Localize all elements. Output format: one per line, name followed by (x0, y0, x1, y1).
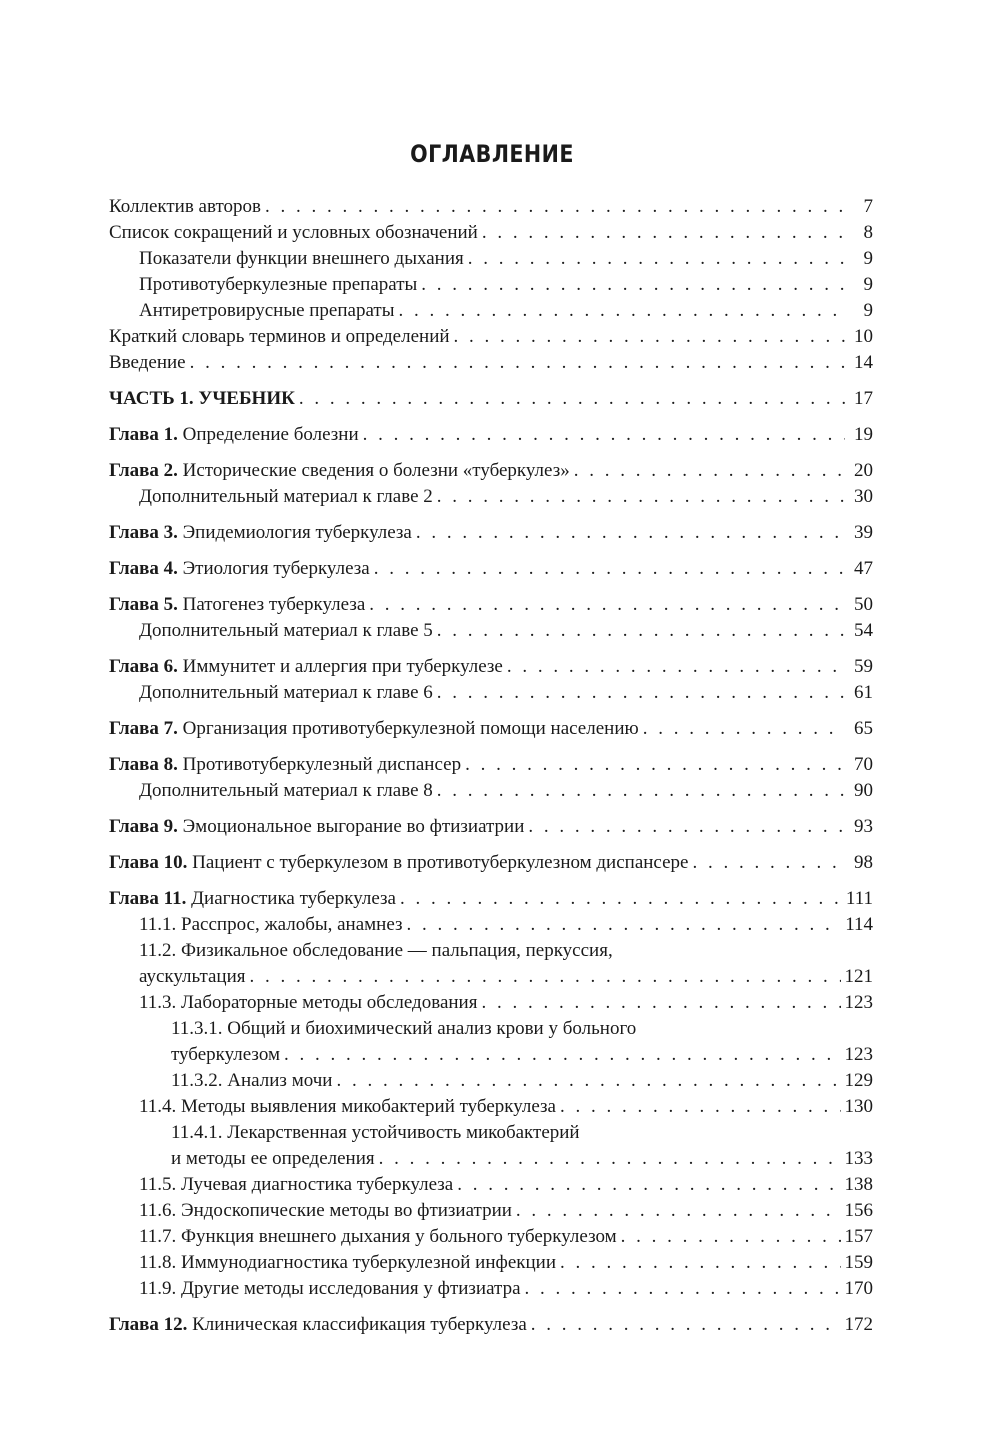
toc-entry-title: 11.6. Эндоскопические методы во фтизиатрии (139, 1200, 512, 1221)
toc-entry (109, 220, 873, 246)
toc-entry-title: Введение (109, 352, 186, 373)
toc-entry-title: 11.4. Методы выявления микобактерий туберкулеза (139, 1096, 556, 1117)
toc-entry-prefix: Глава 7. (109, 718, 178, 739)
toc-entry-page-number: 54 (854, 620, 873, 641)
toc-entry-label (171, 1042, 280, 1068)
dot-leader (369, 592, 845, 618)
dot-leader (482, 220, 845, 246)
toc-entry-title: Краткий словарь терминов и определений (109, 326, 450, 347)
dot-leader (437, 618, 845, 644)
toc-entry (109, 556, 873, 582)
toc-entry (109, 592, 873, 618)
toc-entry (109, 1146, 873, 1172)
toc-entry-label (109, 422, 359, 448)
toc-entry-label (139, 1224, 617, 1250)
toc-entry-label (109, 556, 370, 582)
toc-entry (109, 1068, 873, 1094)
toc-entry-label (139, 912, 403, 938)
toc-entry-prefix: ЧАСТЬ 1. УЧЕБНИК (109, 388, 295, 409)
dot-leader (421, 272, 845, 298)
toc-entry (109, 938, 873, 964)
toc-entry-label (109, 752, 461, 778)
dot-leader (190, 350, 845, 376)
toc-entry-prefix: Глава 5. (109, 594, 178, 615)
toc-entry (109, 1016, 873, 1042)
toc-entry-page-number: 10 (854, 326, 873, 347)
toc-entry-page-number: 65 (854, 718, 873, 739)
toc-entry-page-number: 50 (854, 594, 873, 615)
toc-entry-page-number: 159 (844, 1252, 873, 1273)
toc-entry-page-number: 39 (854, 522, 873, 543)
dot-leader (457, 1172, 840, 1198)
toc-entry-label (109, 850, 688, 876)
toc-entry-page-number: 123 (844, 1044, 873, 1065)
dot-leader (265, 194, 845, 220)
toc-entry-title: 11.2. Физикальное обследование — пальпация, перкуссия, (139, 940, 613, 961)
dot-leader (250, 964, 841, 990)
dot-leader (437, 778, 845, 804)
toc-entry-label (139, 1250, 556, 1276)
toc-entry-title: Эмоциональное выгорание во фтизиатрии (177, 816, 525, 837)
toc-entry-label (109, 520, 412, 546)
toc-entry-title: Антиретровирусные препараты (139, 300, 395, 321)
toc-entry-title: аускультация (139, 966, 246, 987)
dot-leader (416, 520, 845, 546)
toc-entry (109, 350, 873, 376)
toc-entry (109, 886, 873, 912)
toc-entry-label (139, 246, 464, 272)
toc-entry-label (139, 964, 246, 990)
toc-entry (109, 386, 873, 412)
dot-leader (531, 1312, 841, 1338)
toc-entry (109, 324, 873, 350)
toc-entry-label (109, 592, 365, 618)
dot-leader (398, 298, 845, 324)
toc-entry-label (109, 324, 450, 350)
dot-leader (407, 912, 842, 938)
dot-leader (400, 886, 842, 912)
toc-entry-page-number: 61 (854, 682, 873, 703)
toc-entry-title: 11.4.1. Лекарственная устойчивость микобактерий (171, 1122, 580, 1143)
dot-leader (374, 556, 845, 582)
toc-entry (109, 1224, 873, 1250)
toc-entry-title: Определение болезни (177, 424, 359, 445)
toc-entry-label (139, 272, 417, 298)
toc-entry-page-number: 17 (854, 388, 873, 409)
dot-leader (363, 422, 845, 448)
toc-entry-page-number: 157 (844, 1226, 873, 1247)
toc-entry-title: Список сокращений и условных обозначений (109, 222, 478, 243)
toc-entry-label (139, 938, 613, 964)
dot-leader (621, 1224, 841, 1250)
toc-entry-label (109, 814, 524, 840)
toc-entry-label (171, 1146, 375, 1172)
dot-leader (574, 458, 845, 484)
toc-entry-title: 11.8. Иммунодиагностика туберкулезной инфекции (139, 1252, 556, 1273)
toc-entry-label (139, 484, 433, 510)
toc-entry-page-number: 14 (854, 352, 873, 373)
toc-entry-title: Дополнительный материал к главе 5 (139, 620, 433, 641)
dot-leader (299, 386, 845, 412)
toc-entry-title: туберкулезом (171, 1044, 280, 1065)
toc-entry-label (171, 1120, 580, 1146)
toc-entry-page-number: 7 (863, 196, 873, 217)
toc-entry (109, 912, 873, 938)
toc-entry (109, 272, 873, 298)
toc-entry-prefix: Глава 3. (109, 522, 178, 543)
toc-entry (109, 1198, 873, 1224)
toc-entry-page-number: 19 (854, 424, 873, 445)
toc-entry-prefix: Глава 10. (109, 852, 188, 873)
toc-entry-page-number: 114 (845, 914, 873, 935)
toc-entry (109, 618, 873, 644)
toc-entry-page-number: 170 (844, 1278, 873, 1299)
toc-entry-prefix: Глава 2. (109, 460, 178, 481)
toc-entry-page-number: 98 (854, 852, 873, 873)
toc-entry-label (139, 990, 477, 1016)
toc-entry-label (139, 1198, 512, 1224)
dot-leader (643, 716, 845, 742)
toc-entry-prefix: Глава 11. (109, 888, 187, 909)
toc-entry (109, 1120, 873, 1146)
dot-leader (468, 246, 845, 272)
dot-leader (507, 654, 845, 680)
toc-entry (109, 680, 873, 706)
toc-entry-title: Дополнительный материал к главе 8 (139, 780, 433, 801)
toc-entry-label (139, 618, 433, 644)
toc-entry-page-number: 129 (844, 1070, 873, 1091)
toc-entry-label (139, 1172, 453, 1198)
toc-entry (109, 1250, 873, 1276)
toc-entry-label (139, 680, 433, 706)
toc-entry (109, 654, 873, 680)
toc-entry-prefix: Глава 12. (109, 1314, 188, 1335)
toc-entry-title: и методы ее определения (171, 1148, 375, 1169)
toc-entry-title: 11.3.1. Общий и биохимический анализ крови у больного (171, 1018, 637, 1039)
toc-entry-page-number: 20 (854, 460, 873, 481)
toc-entry (109, 778, 873, 804)
toc-entry-title: 11.3. Лабораторные методы обследования (139, 992, 478, 1013)
toc-entry-title: Иммунитет и аллергия при туберкулезе (177, 656, 503, 677)
toc-entry-page-number: 90 (854, 780, 873, 801)
toc-entry-page-number: 156 (844, 1200, 873, 1221)
table-of-contents (109, 194, 873, 1338)
toc-entry-title: Клиническая классификация туберкулеза (187, 1314, 527, 1335)
toc-entry-label (109, 194, 261, 220)
toc-entry-label (139, 778, 433, 804)
toc-entry (109, 246, 873, 272)
toc-entry-title: 11.3.2. Анализ мочи (171, 1070, 333, 1091)
toc-entry-page-number: 123 (844, 992, 873, 1013)
toc-entry (109, 716, 873, 742)
toc-entry (109, 520, 873, 546)
toc-entry-label (109, 386, 295, 412)
toc-entry-title: Этиология туберкулеза (177, 558, 370, 579)
toc-entry-label (139, 1094, 556, 1120)
toc-entry-label (171, 1068, 332, 1094)
dot-leader (284, 1042, 841, 1068)
toc-entry-page-number: 138 (844, 1174, 873, 1195)
toc-entry-label (109, 220, 478, 246)
toc-entry-label (139, 1276, 521, 1302)
toc-entry-page-number: 172 (844, 1314, 873, 1335)
toc-entry-title: Пациент с туберкулезом в противотуберкулезном диспансере (187, 852, 689, 873)
toc-entry-title: Диагностика туберкулеза (186, 888, 396, 909)
toc-entry-prefix: Глава 4. (109, 558, 178, 579)
toc-entry-title: 11.7. Функция внешнего дыхания у больного туберкулезом (139, 1226, 617, 1247)
toc-entry-label (109, 886, 396, 912)
toc-entry (109, 752, 873, 778)
toc-entry (109, 1094, 873, 1120)
toc-entry (109, 990, 873, 1016)
toc-entry-label (109, 716, 639, 742)
toc-entry (109, 298, 873, 324)
dot-leader (454, 324, 845, 350)
toc-entry (109, 1172, 873, 1198)
toc-entry-title: Эпидемиология туберкулеза (177, 522, 412, 543)
toc-entry-label (109, 654, 503, 680)
dot-leader (516, 1198, 841, 1224)
toc-entry-title: Дополнительный материал к главе 6 (139, 682, 433, 703)
page-title: ОГЛАВЛЕНИЕ (410, 140, 574, 168)
dot-leader (525, 1276, 841, 1302)
toc-entry-label (109, 1312, 527, 1338)
dot-leader (437, 680, 845, 706)
toc-entry-page-number: 130 (844, 1096, 873, 1117)
dot-leader (379, 1146, 841, 1172)
toc-entry-title: 11.5. Лучевая диагностика туберкулеза (139, 1174, 454, 1195)
toc-entry-title: Противотуберкулезный диспансер (177, 754, 462, 775)
dot-leader (528, 814, 845, 840)
toc-entry-label (109, 458, 570, 484)
toc-entry (109, 484, 873, 510)
toc-entry-page-number: 8 (863, 222, 873, 243)
toc-entry-page-number: 9 (863, 248, 873, 269)
dot-leader (560, 1250, 841, 1276)
toc-entry-title: Противотуберкулезные препараты (139, 274, 418, 295)
toc-entry-prefix: Глава 6. (109, 656, 178, 677)
toc-entry-page-number: 9 (863, 274, 873, 295)
dot-leader (465, 752, 845, 778)
toc-entry (109, 458, 873, 484)
toc-entry-page-number: 59 (854, 656, 873, 677)
toc-entry-page-number: 133 (844, 1148, 873, 1169)
toc-entry (109, 1042, 873, 1068)
toc-entry-title: Патогенез туберкулеза (177, 594, 366, 615)
toc-entry-title: 11.9. Другие методы исследования у фтизиатра (139, 1278, 521, 1299)
toc-entry-page-number: 121 (844, 966, 873, 987)
toc-entry-page-number: 111 (845, 888, 873, 909)
toc-entry-label (139, 298, 394, 324)
toc-entry (109, 1312, 873, 1338)
toc-entry-title: Коллектив авторов (109, 196, 261, 217)
toc-entry-page-number: 93 (854, 816, 873, 837)
toc-entry-prefix: Глава 8. (109, 754, 178, 775)
toc-entry-title: Показатели функции внешнего дыхания (139, 248, 464, 269)
dot-leader (692, 850, 845, 876)
toc-entry-prefix: Глава 9. (109, 816, 178, 837)
toc-entry-page-number: 9 (863, 300, 873, 321)
toc-entry (109, 814, 873, 840)
dot-leader (560, 1094, 841, 1120)
toc-entry (109, 194, 873, 220)
toc-entry (109, 964, 873, 990)
toc-entry-page-number: 30 (854, 486, 873, 507)
toc-entry-page-number: 70 (854, 754, 873, 775)
toc-entry-label (109, 350, 186, 376)
toc-entry (109, 1276, 873, 1302)
toc-entry-prefix: Глава 1. (109, 424, 178, 445)
toc-entry-title: Исторические сведения о болезни «туберкулез» (177, 460, 570, 481)
toc-entry-title: 11.1. Расспрос, жалобы, анамнез (139, 914, 403, 935)
toc-entry-page-number: 47 (854, 558, 873, 579)
toc-entry-label (171, 1016, 636, 1042)
dot-leader (437, 484, 845, 510)
toc-entry-title: Организация противотуберкулезной помощи населению (177, 718, 639, 739)
toc-entry (109, 850, 873, 876)
toc-entry (109, 422, 873, 448)
toc-entry-title: Дополнительный материал к главе 2 (139, 486, 433, 507)
dot-leader (481, 990, 840, 1016)
dot-leader (336, 1068, 840, 1094)
